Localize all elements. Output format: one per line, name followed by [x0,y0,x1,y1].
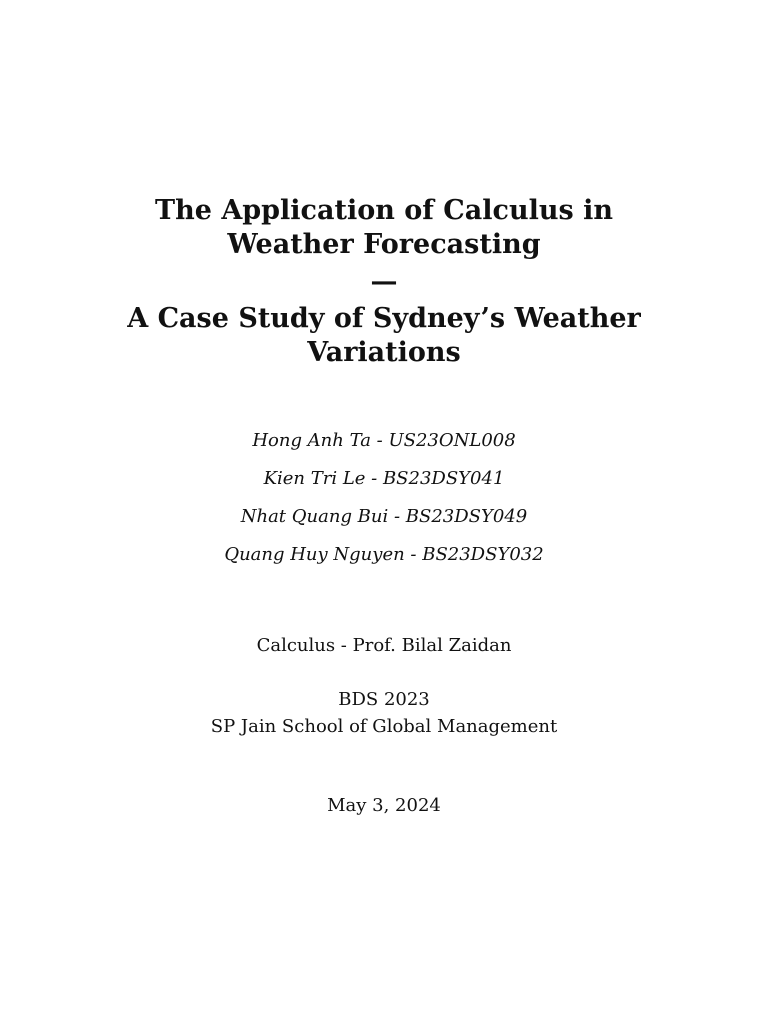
author-name: Quang Huy Nguyen - BS23DSY032 [224,544,544,565]
document-date: May 3, 2024 [327,795,441,816]
author-name: Nhat Quang Bui - BS23DSY049 [240,506,528,527]
author-list [0,424,768,576]
program-name: BDS 2023 [338,689,430,710]
title-line-1: The Application of Calculus in [155,195,613,226]
subtitle-line-1: A Case Study of Sydney’s Weather [127,303,641,334]
author-name: Hong Anh Ta - US23ONL008 [252,430,516,451]
author-name: Kien Tri Le - BS23DSY041 [263,468,505,489]
title-separator: — [370,266,398,297]
document-title [0,194,768,370]
subtitle-line-2: Variations [307,337,461,368]
course-info: Calculus - Prof. Bilal Zaidan [256,635,512,656]
school-name: SP Jain School of Global Management [210,716,558,737]
title-line-2: Weather Forecasting [227,229,541,260]
